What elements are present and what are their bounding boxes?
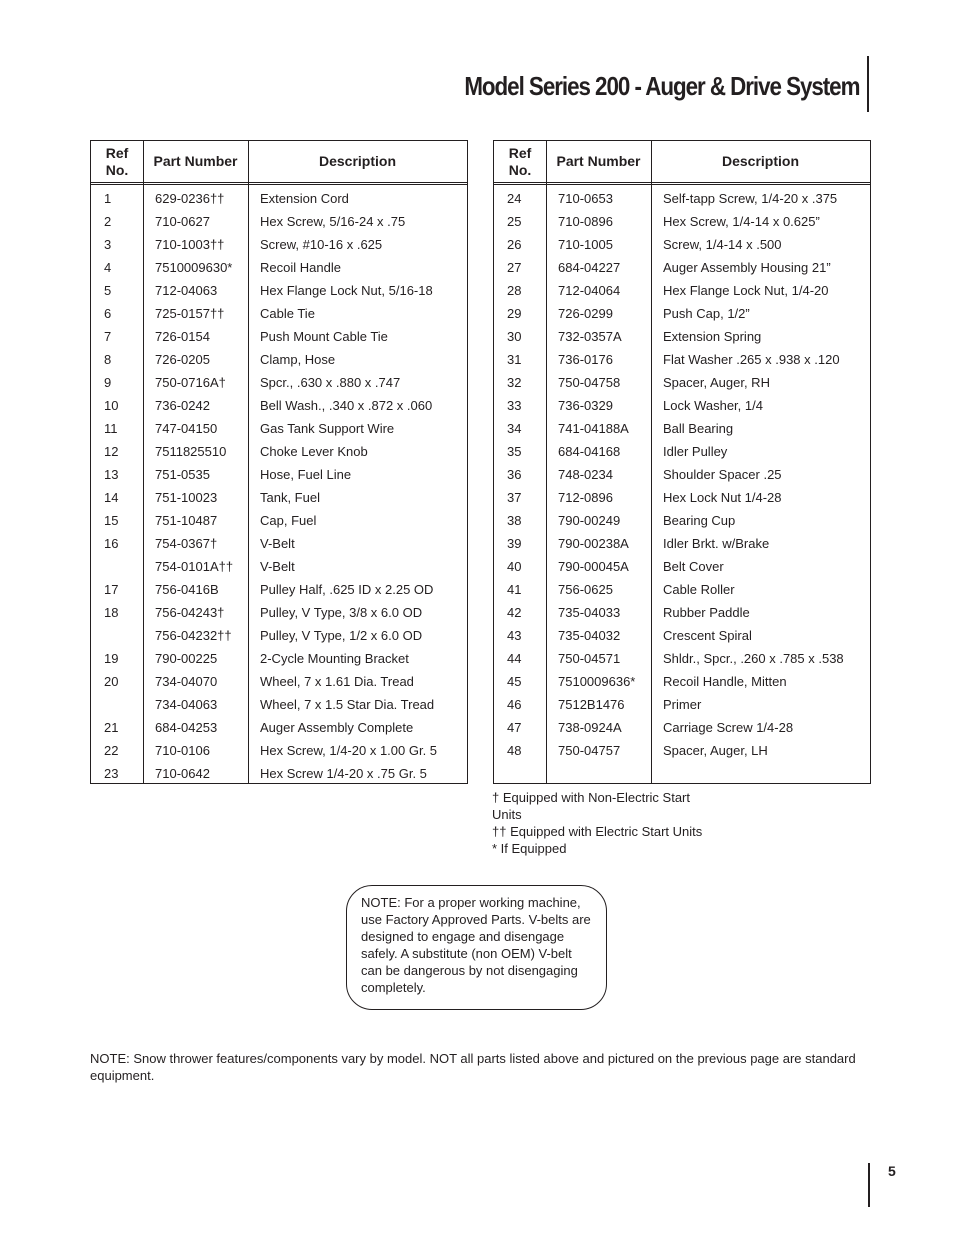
ref-no-cell: 19	[104, 651, 119, 666]
part-number-cell: 712-0896	[558, 490, 613, 505]
table-row	[91, 187, 467, 210]
table-row	[91, 440, 467, 463]
description-cell: Auger Assembly Complete	[260, 720, 414, 735]
part-number-cell: 726-0154	[155, 329, 210, 344]
description-cell: Flat Washer .265 x .938 x .120	[663, 352, 840, 367]
ref-no-cell: 31	[507, 352, 522, 367]
ref-no-cell: 48	[507, 743, 522, 758]
footnote-asterisk: * If Equipped	[492, 841, 567, 856]
description-cell: Pulley Half, .625 ID x 2.25 OD	[260, 582, 434, 597]
ref-no-cell: 28	[507, 283, 522, 298]
ref-no-cell: 44	[507, 651, 522, 666]
ref-no-cell: 45	[507, 674, 522, 689]
part-number-cell: 750-0716A†	[155, 375, 226, 390]
description-cell: Primer	[663, 697, 702, 712]
part-number-cell: 751-10023	[155, 490, 218, 505]
description-cell: Recoil Handle	[260, 260, 341, 275]
table-row	[494, 210, 870, 233]
ref-no-cell: 24	[507, 191, 522, 206]
part-number-cell: 710-0642	[155, 766, 210, 781]
part-number-cell: 710-1005	[558, 237, 613, 252]
description-cell: Hex Flange Lock Nut, 1/4-20	[663, 283, 829, 298]
part-number-cell: 738-0924A	[558, 720, 622, 735]
description-cell: Wheel, 7 x 1.61 Dia. Tread	[260, 674, 414, 689]
table-row	[91, 348, 467, 371]
part-number-cell: 751-0535	[155, 467, 210, 482]
ref-no-cell: 40	[507, 559, 522, 574]
header-description: Description	[721, 153, 799, 169]
table-header	[494, 141, 870, 185]
header-part-number: Part Number	[556, 153, 641, 169]
ref-no-cell: 16	[104, 536, 119, 551]
table-row	[494, 532, 870, 555]
description-cell: Hex Flange Lock Nut, 5/16-18	[260, 283, 433, 298]
part-number-cell: 725-0157††	[155, 306, 225, 321]
table-row	[494, 279, 870, 302]
description-cell: Clamp, Hose	[260, 352, 336, 367]
ref-no-cell: 39	[507, 536, 522, 551]
table-row	[494, 233, 870, 256]
ref-no-cell: 33	[507, 398, 522, 413]
part-number-cell: 750-04571	[558, 651, 621, 666]
table-row	[91, 509, 467, 532]
ref-no-cell: 17	[104, 582, 119, 597]
part-number-cell: 756-0416B	[155, 582, 219, 597]
description-cell: Pulley, V Type, 1/2 x 6.0 OD	[260, 628, 423, 643]
description-cell: Wheel, 7 x 1.5 Star Dia. Tread	[260, 697, 435, 712]
header-part-number: Part Number	[153, 153, 238, 169]
part-number-cell: 710-0653	[558, 191, 613, 206]
table-row	[91, 233, 467, 256]
ref-no-cell: 26	[507, 237, 522, 252]
description-cell: Idler Brkt. w/Brake	[663, 536, 770, 551]
part-number-cell: 7510009636*	[558, 674, 636, 689]
description-cell: Bearing Cup	[663, 513, 736, 528]
part-number-cell: 710-1003††	[155, 237, 225, 252]
ref-no-cell: 18	[104, 605, 119, 620]
ref-no-cell: 47	[507, 720, 522, 735]
ref-no-cell: 35	[507, 444, 522, 459]
ref-no-cell: 38	[507, 513, 522, 528]
footnote-dagger: † Equipped with Non-Electric Start Units	[492, 790, 690, 822]
table-row	[91, 371, 467, 394]
description-cell: Screw, #10-16 x .625	[260, 237, 383, 252]
table-row	[494, 601, 870, 624]
table-row	[494, 647, 870, 670]
table-row	[494, 716, 870, 739]
description-cell: Bell Wash., .340 x .872 x .060	[260, 398, 433, 413]
ref-no-cell: 13	[104, 467, 119, 482]
ref-no-cell: 43	[507, 628, 522, 643]
table-row	[494, 417, 870, 440]
table-row	[494, 670, 870, 693]
description-cell: Spcr., .630 x .880 x .747	[260, 375, 401, 390]
table-row	[91, 394, 467, 417]
ref-no-cell: 3	[104, 237, 112, 252]
part-number-cell: 751-10487	[155, 513, 218, 528]
part-number-cell: 750-04757	[558, 743, 621, 758]
description-cell: 2-Cycle Mounting Bracket	[260, 651, 409, 666]
header-description: Description	[318, 153, 396, 169]
ref-no-cell: 46	[507, 697, 522, 712]
part-number-cell: 741-04188A	[558, 421, 629, 436]
part-number-cell: 754-0367†	[155, 536, 218, 551]
table-row	[494, 325, 870, 348]
description-cell: Shoulder Spacer .25	[663, 467, 782, 482]
part-number-cell: 756-0625	[558, 582, 613, 597]
part-number-cell: 790-00238A	[558, 536, 629, 551]
table-row	[494, 463, 870, 486]
part-number-cell: 756-04232††	[155, 628, 232, 643]
header-ref-label: Ref	[105, 144, 129, 161]
ref-no-cell: 23	[104, 766, 119, 781]
table-row	[91, 578, 467, 601]
page-number: 5	[888, 1163, 896, 1179]
description-cell: V-Belt	[260, 536, 295, 551]
part-number-cell: 710-0896	[558, 214, 613, 229]
ref-no-cell: 9	[104, 375, 112, 390]
description-cell: V-Belt	[260, 559, 295, 574]
description-cell: Hex Screw 1/4-20 x .75 Gr. 5	[260, 766, 427, 781]
part-number-cell: 710-0627	[155, 214, 210, 229]
table-row	[91, 302, 467, 325]
part-number-cell: 790-00045A	[558, 559, 629, 574]
part-number-cell: 750-04758	[558, 375, 621, 390]
description-cell: Gas Tank Support Wire	[260, 421, 395, 436]
ref-no-cell: 6	[104, 306, 112, 321]
description-cell: Auger Assembly Housing 21”	[663, 260, 831, 275]
description-cell: Extension Cord	[260, 191, 349, 206]
part-number-cell: 735-04033	[558, 605, 621, 620]
table-row	[91, 486, 467, 509]
part-number-cell: 736-0242	[155, 398, 210, 413]
part-number-cell: 726-0299	[558, 306, 613, 321]
table-row	[91, 463, 467, 486]
header-no-label: No.	[105, 161, 129, 178]
description-cell: Cap, Fuel	[260, 513, 317, 528]
description-cell: Hex Screw, 1/4-14 x 0.625”	[663, 214, 820, 229]
part-number-cell: 7510009630*	[155, 260, 233, 275]
header-ref-no	[494, 141, 546, 182]
footnote-double-dagger: †† Equipped with Electric Start Units	[492, 824, 703, 839]
ref-no-cell: 32	[507, 375, 522, 390]
parts-table-right	[493, 140, 871, 784]
table-body	[494, 187, 870, 762]
description-cell: Hex Screw, 1/4-20 x 1.00 Gr. 5	[260, 743, 438, 758]
part-number-cell: 734-04063	[155, 697, 218, 712]
part-number-cell: 756-04243†	[155, 605, 225, 620]
title-rule	[867, 56, 869, 112]
table-row	[91, 716, 467, 739]
part-number-cell: 684-04227	[558, 260, 621, 275]
ref-no-cell: 37	[507, 490, 522, 505]
footnotes	[492, 789, 722, 857]
part-number-cell: 734-04070	[155, 674, 218, 689]
description-cell: Lock Washer, 1/4	[663, 398, 763, 413]
description-cell: Extension Spring	[663, 329, 762, 344]
ref-no-cell: 41	[507, 582, 522, 597]
table-row	[494, 739, 870, 762]
table-row	[494, 348, 870, 371]
description-cell: Hex Lock Nut 1/4-28	[663, 490, 782, 505]
table-row	[494, 394, 870, 417]
part-number-cell: 732-0357A	[558, 329, 622, 344]
ref-no-cell: 15	[104, 513, 119, 528]
table-body	[91, 187, 467, 785]
ref-no-cell: 22	[104, 743, 119, 758]
ref-no-cell: 42	[507, 605, 522, 620]
ref-no-cell: 25	[507, 214, 522, 229]
part-number-cell: 747-04150	[155, 421, 218, 436]
table-row	[494, 440, 870, 463]
table-row	[494, 187, 870, 210]
page-title: Model Series 200 - Auger & Drive System	[463, 71, 859, 101]
description-cell: Shldr., Spcr., .260 x .785 x .538	[663, 651, 844, 666]
table-row	[494, 486, 870, 509]
part-number-cell: 726-0205	[155, 352, 210, 367]
part-number-cell: 712-04064	[558, 283, 621, 298]
description-cell: Tank, Fuel	[260, 490, 320, 505]
table-header	[91, 141, 467, 185]
part-number-cell: 684-04253	[155, 720, 218, 735]
description-cell: Cable Tie	[260, 306, 315, 321]
part-number-cell: 629-0236††	[155, 191, 225, 206]
table-row	[91, 256, 467, 279]
ref-no-cell: 30	[507, 329, 522, 344]
ref-no-cell: 7	[104, 329, 112, 344]
ref-no-cell: 2	[104, 214, 112, 229]
table-row	[91, 532, 467, 555]
description-cell: Ball Bearing	[663, 421, 734, 436]
description-cell: Carriage Screw 1/4-28	[663, 720, 794, 735]
description-cell: Cable Roller	[663, 582, 735, 597]
ref-no-cell: 5	[104, 283, 112, 298]
description-cell: Hose, Fuel Line	[260, 467, 352, 482]
parts-note-box: NOTE: For a proper working machine, use Factory Approved Parts. V-belts are designed to engage and disengage safely. A substitute (non OEM) V-belt can be dangerous by not disengaging completely.	[346, 885, 607, 1010]
ref-no-cell: 11	[104, 421, 118, 436]
features-note: NOTE: Snow thrower features/components vary by model. NOT all parts listed above and pictured on the previous page are standard equipment.	[90, 1051, 856, 1083]
part-number-cell: 748-0234	[558, 467, 613, 482]
table-row	[91, 670, 467, 693]
ref-no-cell: 8	[104, 352, 112, 367]
ref-no-cell: 34	[507, 421, 522, 436]
table-row	[494, 371, 870, 394]
ref-no-cell: 29	[507, 306, 522, 321]
part-number-cell: 736-0329	[558, 398, 613, 413]
part-number-cell: 7511825510	[155, 444, 227, 459]
part-number-cell: 684-04168	[558, 444, 621, 459]
table-row	[494, 624, 870, 647]
table-row	[91, 601, 467, 624]
description-cell: Screw, 1/4-14 x .500	[663, 237, 782, 252]
ref-no-cell: 27	[507, 260, 522, 275]
table-row	[494, 509, 870, 532]
table-row	[494, 578, 870, 601]
header-ref-label: Ref	[508, 144, 532, 161]
part-number-cell: 712-04063	[155, 283, 218, 298]
description-cell: Push Mount Cable Tie	[260, 329, 388, 344]
table-row	[91, 693, 467, 716]
description-cell: Choke Lever Knob	[260, 444, 368, 459]
ref-no-cell: 10	[104, 398, 119, 413]
ref-no-cell: 1	[104, 191, 112, 206]
description-cell: Crescent Spiral	[663, 628, 752, 643]
description-cell: Rubber Paddle	[663, 605, 750, 620]
description-cell: Hex Screw, 5/16-24 x .75	[260, 214, 406, 229]
table-row	[91, 279, 467, 302]
ref-no-cell: 20	[104, 674, 119, 689]
part-number-cell: 790-00249	[558, 513, 621, 528]
part-number-cell: 754-0101A††	[155, 559, 234, 574]
ref-no-cell: 4	[104, 260, 112, 275]
ref-no-cell: 12	[104, 444, 119, 459]
header-no-label: No.	[508, 161, 532, 178]
description-cell: Pulley, V Type, 3/8 x 6.0 OD	[260, 605, 423, 620]
part-number-cell: 735-04032	[558, 628, 621, 643]
table-row	[91, 210, 467, 233]
description-cell: Push Cap, 1/2”	[663, 306, 750, 321]
ref-no-cell: 36	[507, 467, 522, 482]
parts-table-left	[90, 140, 468, 784]
description-cell: Spacer, Auger, LH	[663, 743, 768, 758]
table-row	[494, 256, 870, 279]
table-row	[494, 555, 870, 578]
header-ref-no	[91, 141, 143, 182]
ref-no-cell: 14	[104, 490, 119, 505]
table-row	[91, 555, 467, 578]
description-cell: Spacer, Auger, RH	[663, 375, 770, 390]
part-number-cell: 710-0106	[155, 743, 210, 758]
table-row	[91, 762, 467, 785]
table-row	[91, 325, 467, 348]
part-number-cell: 736-0176	[558, 352, 613, 367]
table-row	[91, 739, 467, 762]
table-row	[91, 647, 467, 670]
page-number-rule	[868, 1163, 870, 1207]
table-row	[91, 624, 467, 647]
part-number-cell: 790-00225	[155, 651, 218, 666]
ref-no-cell: 21	[104, 720, 119, 735]
part-number-cell: 7512B1476	[558, 697, 625, 712]
description-cell: Idler Pulley	[663, 444, 728, 459]
table-row	[91, 417, 467, 440]
table-row	[494, 693, 870, 716]
table-row	[494, 302, 870, 325]
description-cell: Belt Cover	[663, 559, 724, 574]
description-cell: Recoil Handle, Mitten	[663, 674, 787, 689]
description-cell: Self-tapp Screw, 1/4-20 x .375	[663, 191, 838, 206]
